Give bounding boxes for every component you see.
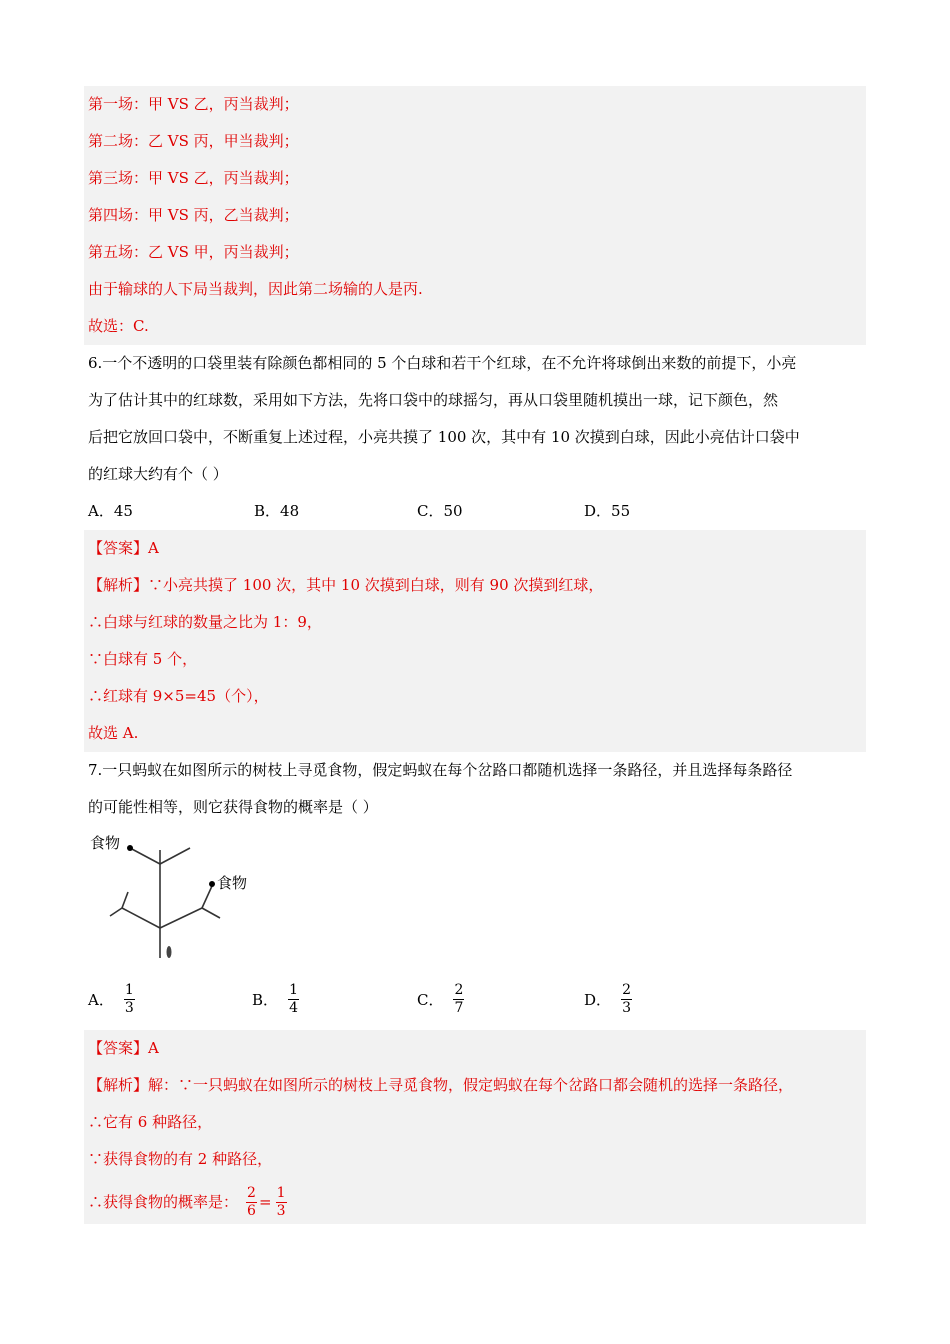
food-label: 食物 <box>90 834 121 852</box>
solution-line: 由于输球的人下局当裁判，因此第二场输的人是丙. <box>88 280 423 298</box>
option-d: D．55 <box>584 502 631 520</box>
numerator: 1 <box>124 982 134 998</box>
option-label: C． <box>417 991 444 1009</box>
option-b <box>252 982 299 1017</box>
question-line: 后把它放回口袋中，不断重复上述过程，小亮共摸了 100 次，其中有 10 次摸到白球，因此小亮估计口袋中 <box>88 428 800 446</box>
option-label: A． <box>88 991 114 1009</box>
numerator: 1 <box>289 982 298 998</box>
final-fraction-1 <box>246 1185 257 1220</box>
denominator: 4 <box>289 1000 298 1016</box>
answer-line: 【答案】A <box>88 539 159 557</box>
solution-line: 第二场：乙 VS 丙，甲当裁判； <box>88 132 299 150</box>
numerator: 2 <box>622 982 631 998</box>
analysis-line: ∴它有 6 种路径， <box>88 1113 213 1131</box>
analysis-line: ∵获得食物的有 2 种路径， <box>88 1150 273 1168</box>
option-c <box>417 982 464 1017</box>
analysis-line: 故选 A. <box>88 724 139 742</box>
numerator: 2 <box>454 982 464 998</box>
food-label: 食物 <box>217 874 248 892</box>
option-b: B．48 <box>254 502 300 520</box>
answer-line: 【答案】A <box>88 1039 159 1057</box>
solution-line: 第五场：乙 VS 甲，丙当裁判； <box>88 243 299 261</box>
final-fraction-2 <box>276 1185 287 1220</box>
option-label: B． <box>252 991 279 1009</box>
denominator: 3 <box>124 1000 134 1016</box>
prev-solution-block <box>84 86 866 345</box>
option-fraction <box>453 982 464 1017</box>
question-7 <box>84 752 866 1030</box>
analysis-line: ∴红球有 9×5=45（个）， <box>88 687 269 705</box>
analysis-line: ∴白球与红球的数量之比为 1：9， <box>88 613 322 631</box>
option-d <box>584 982 632 1017</box>
question-line: 7.一只蚂蚁在如图所示的树枝上寻觅食物，假定蚂蚁在每个岔路口都随机选择一条路径，并且选择每条路径 <box>88 761 793 779</box>
option-label: D． <box>584 991 612 1009</box>
option-fraction <box>288 982 299 1017</box>
option-fraction <box>124 982 135 1017</box>
denominator: 7 <box>454 1000 464 1016</box>
q7-answer-block <box>84 1030 866 1224</box>
tree-branch-diagram <box>84 826 284 976</box>
food-dot-right <box>209 881 215 887</box>
denominator: 6 <box>247 1202 256 1219</box>
denominator: 3 <box>622 1000 631 1016</box>
numerator: 2 <box>247 1184 256 1201</box>
option-fraction <box>621 982 632 1017</box>
analysis-line: ∵白球有 5 个， <box>88 650 198 668</box>
final-prefix: ∴获得食物的概率是： <box>88 1193 239 1211</box>
equals-sign: = <box>259 1193 272 1211</box>
analysis-line: 【解析】∵小亮共摸了 100 次，其中 10 次摸到白球，则有 90 次摸到红球， <box>88 576 604 594</box>
solution-line: 第一场：甲 VS 乙，丙当裁判； <box>88 95 299 113</box>
tree-figure <box>84 826 866 976</box>
analysis-final-line <box>84 1178 866 1224</box>
ant-icon <box>167 946 172 958</box>
option-a: A．45 <box>88 502 133 520</box>
question-line: 的红球大约有个（ ） <box>88 465 228 483</box>
question-line: 为了估计其中的红球数，采用如下方法，先将口袋中的球摇匀，再从口袋里随机摸出一球，记下颜色，然 <box>88 391 779 409</box>
solution-line: 第四场：甲 VS 丙，乙当裁判； <box>88 206 299 224</box>
option-c: C．50 <box>417 502 463 520</box>
analysis-line: 【解析】解：∵一只蚂蚁在如图所示的树枝上寻觅食物，假定蚂蚁在每个岔路口都会随机的选择一条路径， <box>88 1076 794 1094</box>
numerator: 1 <box>276 1184 286 1201</box>
food-dot-top <box>127 845 133 851</box>
option-a <box>88 982 135 1017</box>
page <box>84 86 866 1224</box>
denominator: 3 <box>276 1202 286 1219</box>
solution-line: 第三场：甲 VS 乙，丙当裁判； <box>88 169 299 187</box>
options-row <box>84 493 866 530</box>
solution-line: 故选：C. <box>88 317 149 335</box>
fraction-options-row <box>84 976 866 1030</box>
q6-answer-block <box>84 530 866 752</box>
question-6 <box>84 345 866 530</box>
question-line: 的可能性相等，则它获得食物的概率是（ ） <box>88 798 378 816</box>
question-line: 6.一个不透明的口袋里装有除颜色都相同的 5 个白球和若干个红球，在不允许将球倒出来数的前提下，小亮 <box>88 354 797 372</box>
